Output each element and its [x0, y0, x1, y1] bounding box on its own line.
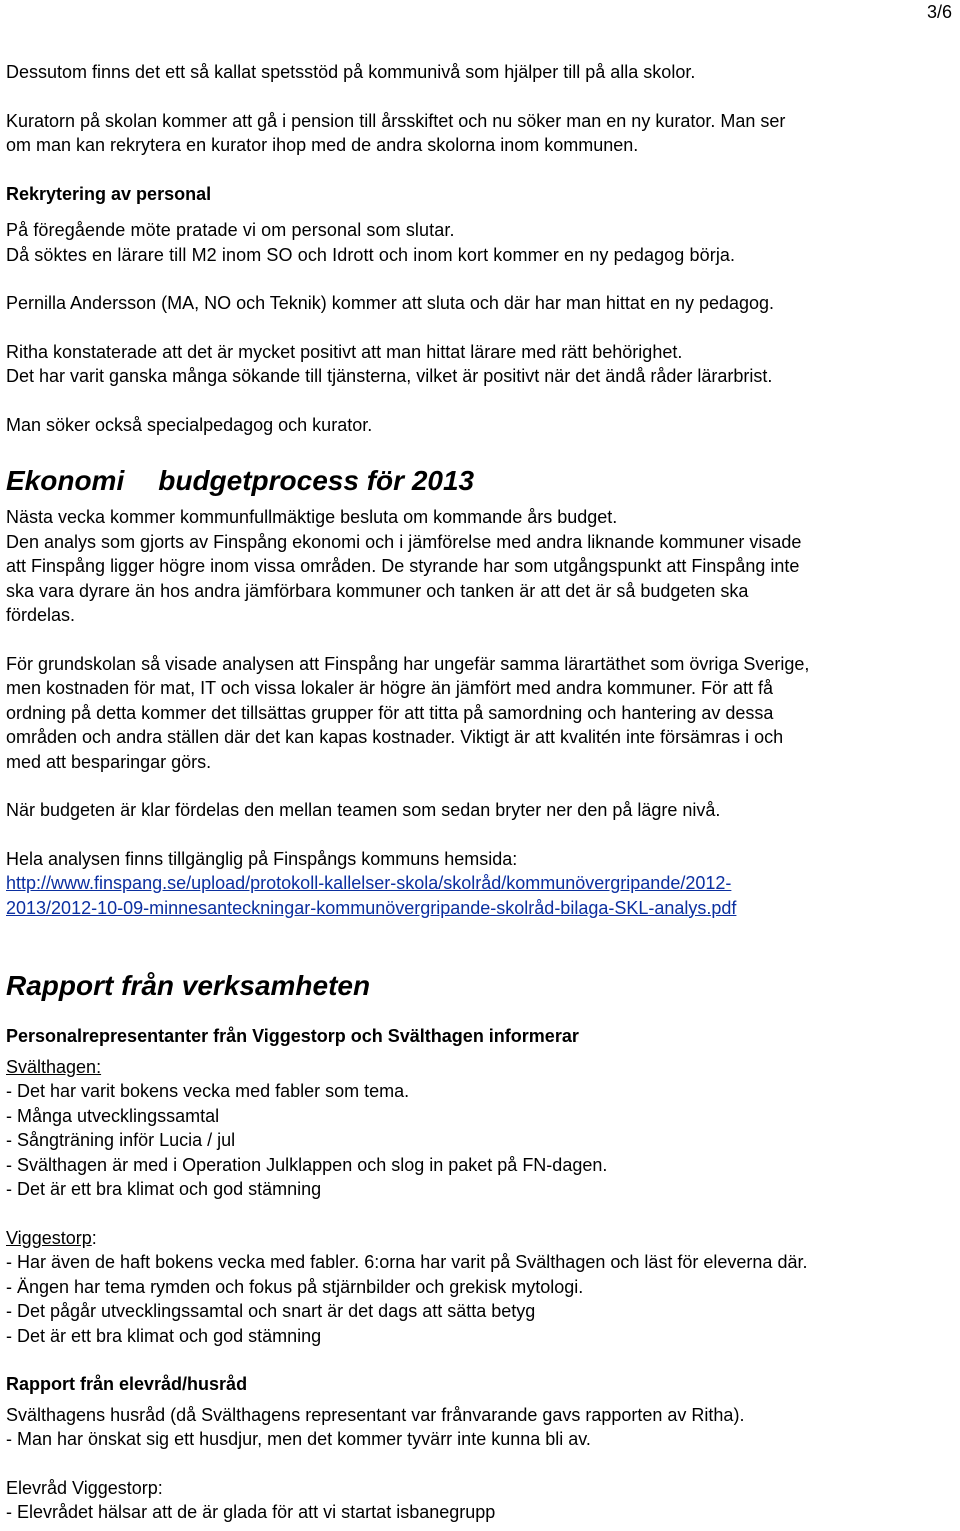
husrad-line-2: - Man har önskat sig ett husdjur, men det kommer tyvärr inte kunna bli av. [6, 1429, 591, 1449]
rekrytering-line-2: Då söktes en lärare till M2 inom SO och Idrott och inom kort kommer en ny pedagog börja. [6, 244, 736, 265]
svalthagen-item: - Sångträning inför Lucia / jul [6, 1130, 236, 1150]
ekonomi-paragraph-4: Hela analysen finns tillgänglig på Finspångs kommuns hemsida: [6, 848, 518, 869]
svalthagen-item: - Det har varit bokens vecka med fabler som tema. [6, 1081, 410, 1101]
ekonomi-line-1: Nästa vecka kommer kommunfullmäktige besluta om kommande års budget. [6, 507, 618, 527]
viggestorp-item: - Ängen har tema rymden och fokus på stjärnbilder och grekisk mytologi. [6, 1276, 584, 1297]
rapport-heading: Rapport från verksamheten [6, 970, 371, 1001]
svalthagen-item: - Det är ett bra klimat och god stämning [6, 1179, 322, 1199]
ekonomi-heading [6, 463, 956, 499]
ekonomi-paragraph-2-line-1: För grundskolan så visade analysen att Finspång har ungefär samma lärartäthet som övriga Sverige, [6, 653, 810, 674]
elevrad-viggestorp-line-1: - Elevrådet hälsar att de är glada för att vi startat isbanegrupp [6, 1502, 496, 1522]
rekrytering-line-4: Ritha konstaterade att det är mycket positivt att man hittat lärare med rätt behörighet. [6, 341, 683, 362]
viggestorp-label-line [6, 1226, 956, 1251]
rekrytering-line-3: Pernilla Andersson (MA, NO och Teknik) kommer att sluta och där har man hittat en ny pedagog. [6, 293, 775, 313]
elevrad-heading: Rapport från elevråd/husråd [6, 1374, 248, 1394]
rekrytering-line-5: Det har varit ganska många sökande till tjänsterna, vilket är positivt när det ändå råder lärarbrist. [6, 366, 773, 386]
analysis-link-line-1[interactable]: http://www.finspang.se/upload/protokoll-kallelser-skola/skolråd/kommunövergripande/2012- [6, 873, 732, 893]
rapport-subheading: Personalrepresentanter från Viggestorp och Svälthagen informerar [6, 1026, 579, 1046]
husrad-line-1: Svälthagens husråd (då Svälthagens representant var frånvarande gavs rapporten av Ritha). [6, 1404, 745, 1425]
ekonomi-heading-part-1: Ekonomi [6, 465, 125, 496]
ekonomi-heading-part-2: budgetprocess för 2013 [158, 465, 475, 496]
ekonomi-paragraph-2-line-3: ordning på detta kommer det tillsättas grupper för att titta på samordning och hantering av dessa [6, 702, 774, 723]
intro-paragraph-1: Dessutom finns det ett så kallat spetsstöd på kommunivå som hjälper till på alla skolor. [6, 62, 696, 82]
ekonomi-paragraph-2-line-2: men kostnaden för mat, IT och vissa lokaler är högre än jämfört med andra kommuner. För att få [6, 678, 774, 698]
viggestorp-label: Viggestorp [6, 1227, 92, 1248]
rekrytering-heading: Rekrytering av personal [6, 183, 212, 204]
ekonomi-line-4: ska vara dyrare än hos andra jämförbara kommuner och tanken är att det är så budgeten ska [6, 580, 749, 601]
viggestorp-item: - Det pågår utvecklingssamtal och snart är det dags att sätta betyg [6, 1301, 536, 1321]
viggestorp-label-colon: : [91, 1227, 97, 1248]
ekonomi-paragraph-2-line-4: områden och andra ställen där det kan kapas kostnader. Viktigt är att kvalitén inte försämras i och [6, 727, 784, 747]
svalthagen-item: - Svälthagen är med i Operation Julklappen och slog in paket på FN-dagen. [6, 1154, 608, 1175]
viggestorp-item: - Det är ett bra klimat och god stämning [6, 1325, 322, 1346]
page-number: 3/6 [926, 2, 952, 22]
elevrad-viggestorp-label: Elevråd Viggestorp: [6, 1477, 163, 1498]
viggestorp-item: - Har även de haft bokens vecka med fabler. 6:orna har varit på Svälthagen och läst för eleverna där. [6, 1252, 808, 1272]
rekrytering-line-1: På föregående möte pratade vi om personal som slutar. [6, 220, 455, 240]
ekonomi-line-5: fördelas. [6, 605, 76, 625]
svalthagen-item: - Många utvecklingssamtal [6, 1105, 220, 1126]
ekonomi-paragraph-2-line-5: med att besparingar görs. [6, 751, 212, 772]
ekonomi-paragraph-3: När budgeten är klar fördelas den mellan teamen som sedan bryter ner den på lägre nivå. [6, 800, 721, 820]
intro-paragraph-2-line-1: Kuratorn på skolan kommer att gå i pension till årsskiftet och nu söker man en ny kurator. Man ser [6, 110, 786, 131]
rekrytering-line-6: Man söker också specialpedagog och kurator. [6, 414, 373, 435]
intro-paragraph-2-line-2: om man kan rekrytera en kurator ihop med de andra skolorna inom kommunen. [6, 135, 639, 155]
ekonomi-line-2: Den analys som gjorts av Finspång ekonomi och i jämförelse med andra liknande kommuner visade [6, 531, 802, 552]
analysis-link-line-2[interactable]: 2013/2012-10-09-minnesanteckningar-kommunövergripande-skolråd-bilaga-SKL-analys.pdf [6, 897, 737, 918]
ekonomi-line-3: att Finspång ligger högre inom vissa områden. De styrande har som utgångspunkt att Finspång inte [6, 556, 800, 576]
document-body [6, 60, 956, 1525]
svalthagen-label: Svälthagen: [6, 1056, 102, 1077]
